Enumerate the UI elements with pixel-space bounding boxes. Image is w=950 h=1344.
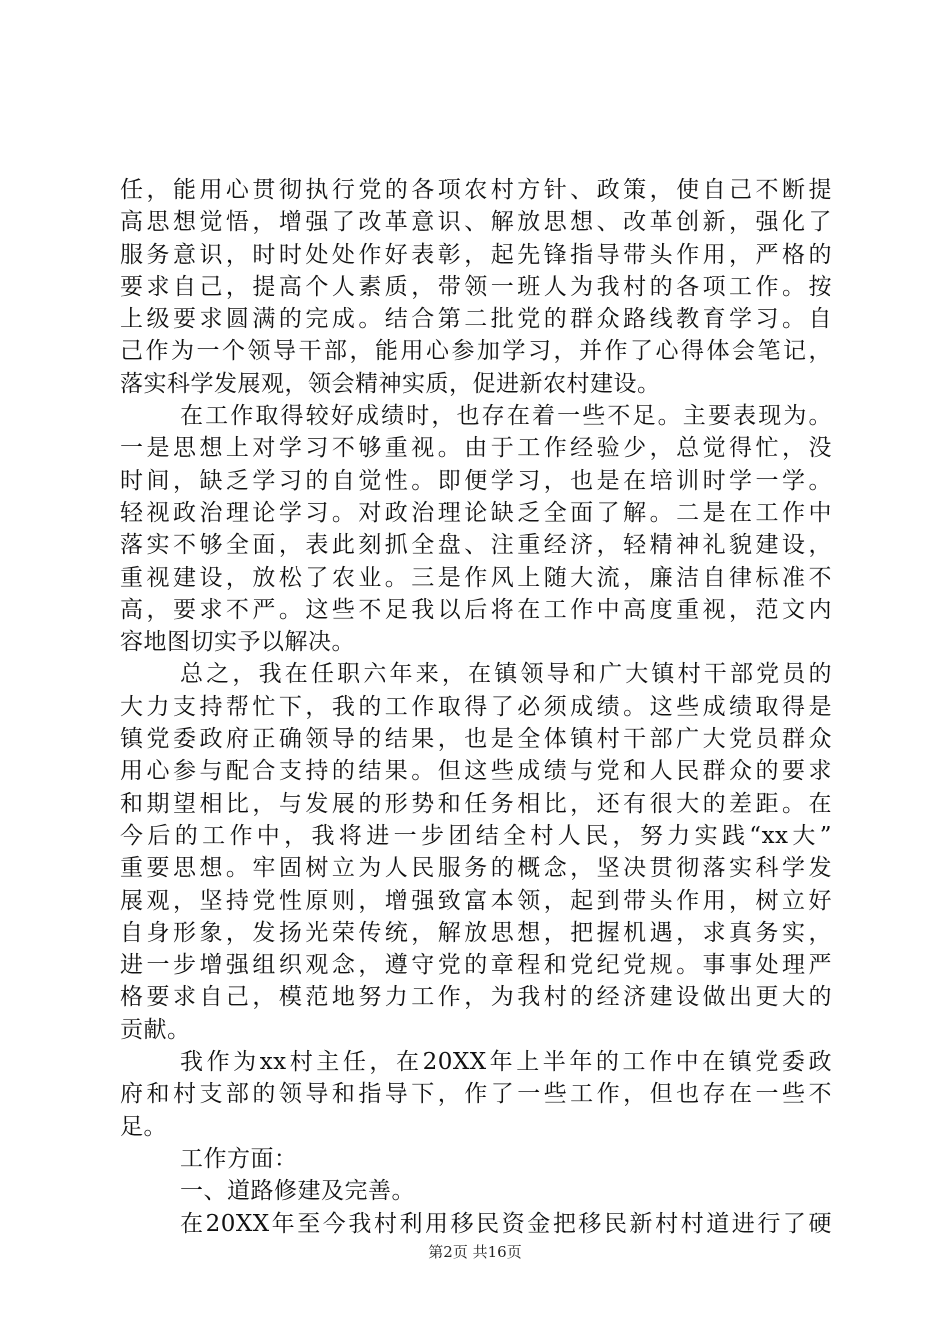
text-line: 进一步增强组织观念，遵守党的章程和党纪党规。事事处理严 xyxy=(120,952,832,979)
text-line: 我作为xx村主任，在20XX年上半年的工作中在镇党委政 xyxy=(180,1049,832,1076)
text-line: 高，要求不严。这些不足我以后将在工作中高度重视，范文内 xyxy=(120,596,832,623)
text-line: 轻视政治理论学习。对政治理论缺乏全面了解。二是在工作中 xyxy=(120,499,832,526)
text-line: 重视建设，放松了农业。三是作风上随大流，廉洁自律标准不 xyxy=(120,564,832,591)
text-line: 展观，坚持党性原则，增强致富本领，起到带头作用，树立好 xyxy=(120,887,832,914)
text-line: 重要思想。牢固树立为人民服务的概念，坚决贯彻落实科学发 xyxy=(120,855,832,882)
text-line: 格要求自己，模范地努力工作，为我村的经济建设做出更大的 xyxy=(120,984,832,1011)
text-line: 在20XX年至今我村利用移民资金把移民新村村道进行了硬 xyxy=(180,1210,832,1237)
text-line: 高思想觉悟，增强了改革意识、解放思想、改革创新，强化了 xyxy=(120,209,832,236)
text-line: 服务意识，时时处处作好表彰，起先锋指导带头作用，严格的 xyxy=(120,241,832,268)
text-line: 贡献。 xyxy=(120,1016,191,1043)
subsection-heading: 一、道路修建及完善。 xyxy=(180,1178,415,1205)
document-body xyxy=(120,174,832,1240)
text-line: 大力支持帮忙下，我的工作取得了必须成绩。这些成绩取得是 xyxy=(120,693,832,720)
text-line: 镇党委政府正确领导的结果，也是全体镇村干部广大党员群众 xyxy=(120,726,832,753)
text-line: 总之，我在任职六年来，在镇领导和广大镇村干部党员的 xyxy=(180,661,832,688)
text-line: 足。 xyxy=(120,1113,167,1140)
text-line: 今后的工作中，我将进一步团结全村人民，努力实践“xx大” xyxy=(120,822,832,849)
page-number-footer: 第2页 共16页 xyxy=(428,1243,522,1261)
text-line: 上级要求圆满的完成。结合第二批党的群众路线教育学习。自 xyxy=(120,306,832,333)
text-line: 和期望相比，与发展的形势和任务相比，还有很大的差距。在 xyxy=(120,790,832,817)
text-line: 时间，缺乏学习的自觉性。即便学习，也是在培训时学一学。 xyxy=(120,467,832,494)
section-heading: 工作方面： xyxy=(180,1145,298,1172)
text-line: 任，能用心贯彻执行党的各项农村方针、政策，使自己不断提 xyxy=(120,177,832,203)
text-line: 在工作取得较好成绩时，也存在着一些不足。主要表现为。 xyxy=(180,403,832,430)
text-line: 己作为一个领导干部，能用心参加学习，并作了心得体会笔记， xyxy=(120,338,832,365)
text-line: 一是思想上对学习不够重视。由于工作经验少，总觉得忙，没 xyxy=(120,435,832,462)
text-line: 容地图切实予以解决。 xyxy=(120,629,355,656)
text-line: 府和村支部的领导和指导下，作了一些工作，但也存在一些不 xyxy=(120,1081,832,1108)
text-line: 用心参与配合支持的结果。但这些成绩与党和人民群众的要求 xyxy=(120,758,832,785)
text-line: 要求自己，提高个人素质，带领一班人为我村的各项工作。按 xyxy=(120,273,832,300)
text-line: 自身形象，发扬光荣传统，解放思想，把握机遇，求真务实， xyxy=(120,919,832,946)
text-line: 落实科学发展观，领会精神实质，促进新农村建设。 xyxy=(120,370,661,397)
text-line: 落实不够全面，表此刻抓全盘、注重经济，轻精神礼貌建设， xyxy=(120,532,832,559)
